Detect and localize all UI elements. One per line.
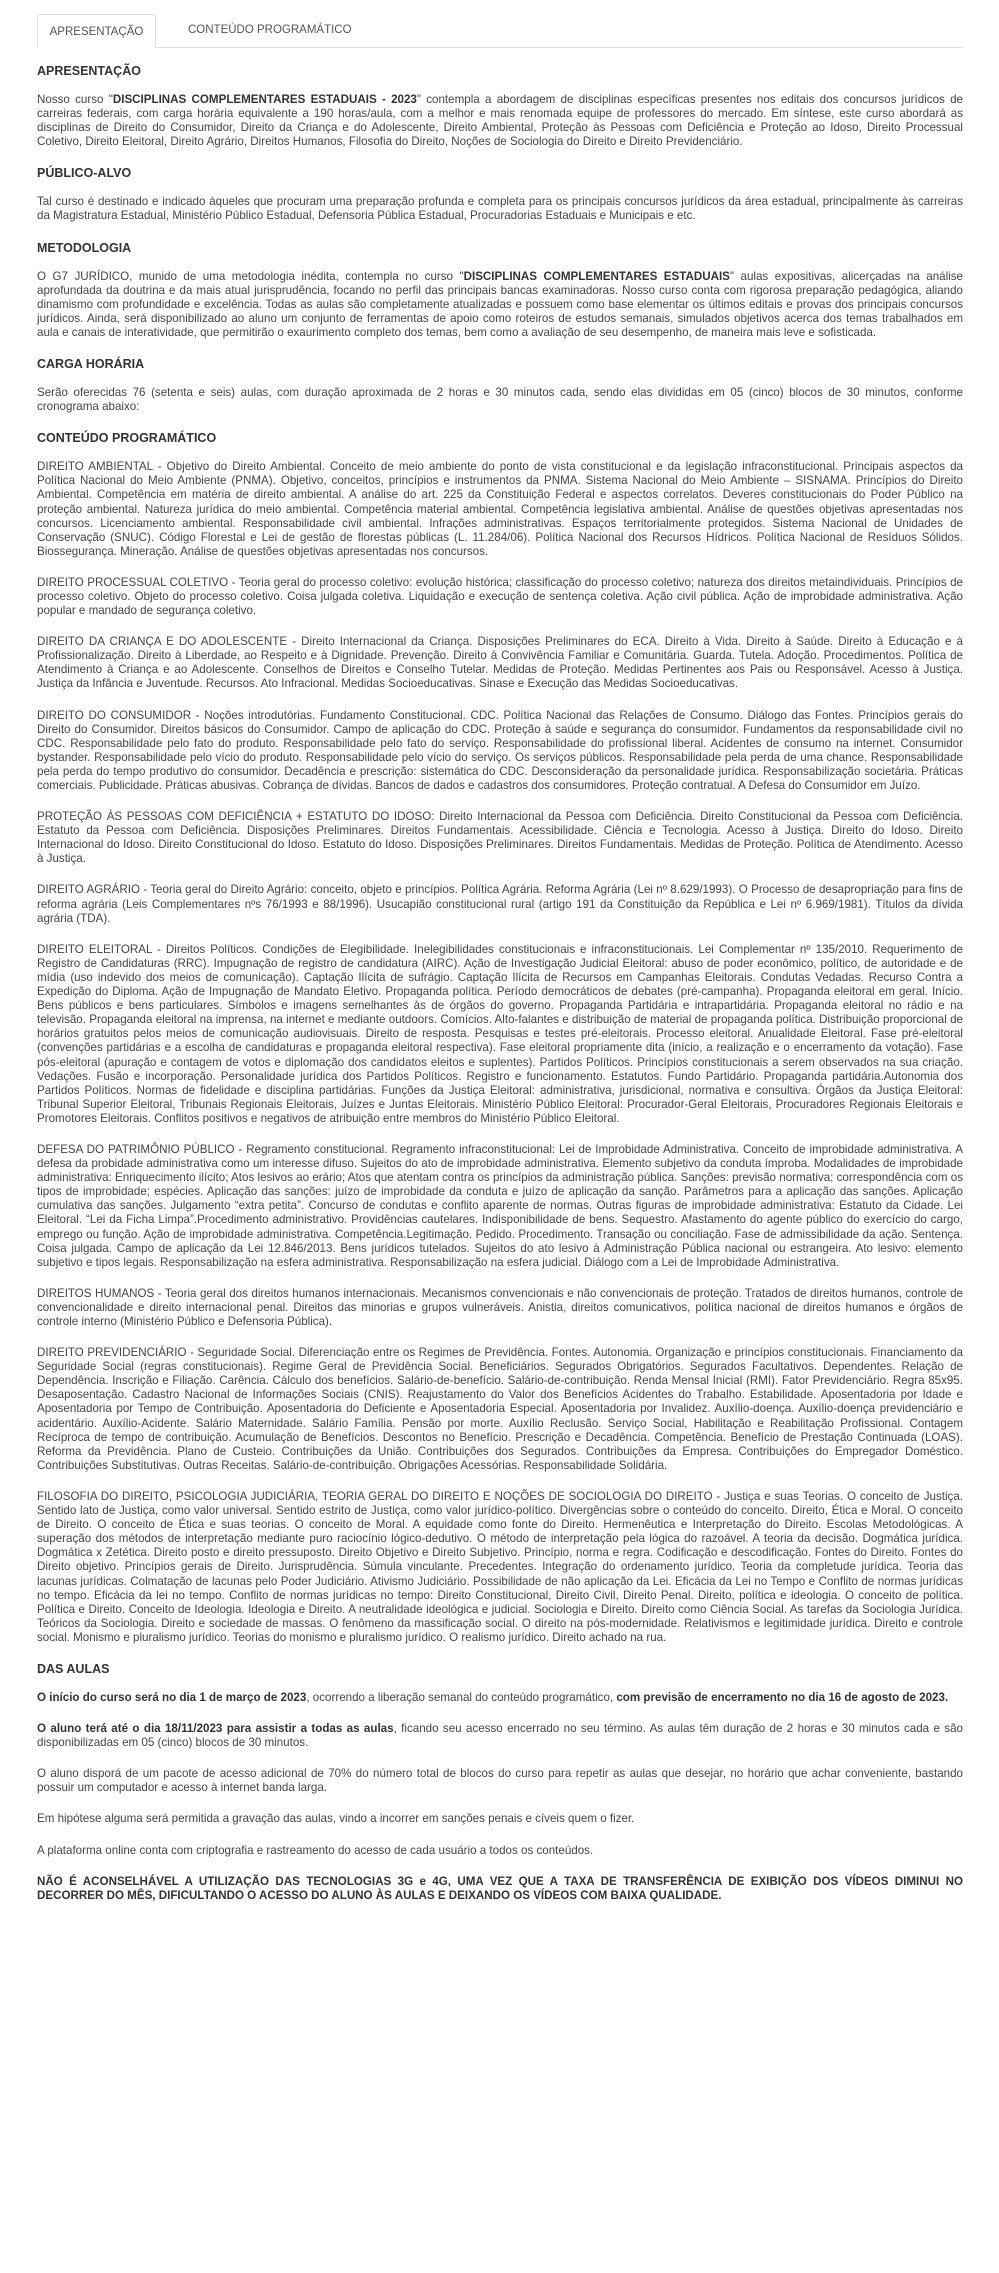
subject-pessoas-deficiencia-idoso: PROTEÇÃO ÀS PESSOAS COM DEFICIÊNCIA + ESTATUTO DO IDOSO: Direito Internacional da Pessoa com Deficiência. Direito Constitucional da Pessoa com Deficiência. Estatuto da Pessoa com Deficiência. Disposições Preliminares. Direitos Fundamentais. Acessibilidade. Ciência e Tecnologia. Acesso à Justiça. Direito do Idoso. Direito Internacional do Idoso. Direito Constitucional do Idoso. Estatuto do Idoso. Disposições Preliminares. Direitos Fundamentais. Medidas de Proteção. Política de Atendimento. Acesso à Justiça. bbox=[37, 810, 963, 866]
heading-apresentacao: APRESENTAÇÃO bbox=[37, 64, 141, 78]
aulas-prazo-paragraph: O aluno terá até o dia 18/11/2023 para assistir a todas as aulas, ficando seu acesso encerrado no seu término. As aulas têm duração de 2 horas e 30 minutos cada e são disponibilizadas em 05 (cinco) blocos de 30 minutos. bbox=[37, 1722, 963, 1750]
tab-content bbox=[37, 64, 963, 1903]
heading-metodologia: METODOLOGIA bbox=[37, 240, 132, 255]
subject-filosofia-do-direito: FILOSOFIA DO DIREITO, PSICOLOGIA JUDICIÁRIA, TEORIA GERAL DO DIREITO E NOÇÕES DE SOCIOLOGIA DO DIREITO - Justiça e suas Teorias. O conceito de Justiça. Sentido lato de Justiça, como valor universal. Sentido estrito de Justiça, como valor jurídico-político. Divergências sobre o conteúdo do conceito. Direito, Ética e Moral. O conceito de Direito. O conceito de Ética e suas teorias. O conceito de Moral. A equidade como fonte do Direito. Hermenêutica e Interpretação do Direito. Escolas Metodológicas. A superação dos métodos de interpretação mediante puro raciocínio lógico-dedutivo. O método de interpretação pela lógica do razoável. A teoria da decisão. Dogmática jurídica. Dogmática x Zetética. Direito posto e direito pressuposto. Direito Objetivo e Direito Subjetivo. Princípio, norma e regra. Codificação e descodificação. Fontes do Direito. Fontes do Direito objetivo. Princípios gerais de Direito. Jurisprudência. Súmula vinculante. Precedentes. Integração do ordenamento jurídico. Teoria da completude jurídica. Teoria das lacunas jurídicas. Colmatação de lacunas pelo Poder Judiciário. Ativismo Judiciário. Possibilidade de não aplicação da Lei. Eficácia da Lei no Tempo e Conflito de normas jurídicas no tempo. Eficácia da lei no tempo. Conflito de normas jurídicas no tempo: Direito Constitucional, Direito Civil, Direito Penal. Direito, política e ideologia. O conceito de política. Política e Direito. Conceito de Ideologia. Ideologia e Direito. A neutralidade ideológica e judicial. Sociologia e Direito. Direito como Ciência Social. As tarefas da Sociologia Jurídica. Teóricos da Sociologia. Direito e sociedade de massas. O fenômeno da massificação social. O direito na pós-modernidade. Relativismos e legitimidade jurídica. Direito e controle social. Monismo e pluralismo jurídico. Teorias do monismo e pluralismo jurídico. O realismo jurídico. Direito achado na rua. bbox=[37, 1489, 963, 1644]
subject-direito-agrario: DIREITO AGRÁRIO - Teoria geral do Direito Agrário: conceito, objeto e princípios. Política Agrária. Reforma Agrária (Lei nº 8.629/1993). O Processo de desapropriação para fins de reforma agrária (Leis Complementares nºs 76/1993 e 88/1996). Usucapião constitucional rural (artigo 191 da Constituição da República e Lei nº 6.969/1981). Títulos da dívida agrária (TDA). bbox=[37, 883, 963, 925]
tab-apresentacao[interactable]: APRESENTAÇÃO bbox=[37, 14, 156, 48]
subject-direito-eleitoral: DIREITO ELEITORAL - Direitos Políticos. Condições de Elegibilidade. Inelegibilidades constitucionais e infraconstitucionais. Lei Complementar nº 135/2010. Requerimento de Registro de Candidaturas (RRC). Impugnação de registro de candidatura (AIRC). Ação de Investigação Judicial Eleitoral: abuso de poder econômico, político, de autoridade e de mídia (uso indevido dos meios de comunicação). Captação Ilícita de sufrágio. Captação Ilícita de Recursos em Campanhas Eleitorais. Condutas Vedadas. Recurso Contra a Expedição do Diploma. Ação de Impugnação de Mandato Eletivo. Propaganda política. Período democráticos de debates (pré-campanha). Propaganda eleitoral em geral. Início. Bens públicos e bens particulares. Símbolos e imagens semelhantes às de órgãos do governo. Propaganda Partidária e intrapartidária. Propaganda eleitoral no rádio e na televisão. Propaganda eleitoral na imprensa, na internet e mediante outdoors. Comícios. Alto-falantes e distribuição de material de propaganda política. Distribuição proporcional de horários gratuitos pelos meios de comunicação audiovisuais. Direito de resposta. Pesquisas e testes pré-eleitorais. Processo eleitoral. Anualidade Eleitoral. Fase pré-eleitoral (convenções partidárias e a escolha de candidaturas e propaganda eleitoral respectiva). Fase eleitoral propriamente dita (início, a realização e o encerramento da votação). Fase pós-eleitoral (apuração e contagem de votos e diplomação dos candidatos eleitos e suplentes). Partidos Políticos. Princípios constitucionais a serem observados na sua criação. Vedações. Fusão e incorporação. Personalidade jurídica dos Partidos Políticos. Registro e funcionamento. Estatutos. Fundo Partidário. Propaganda partidária.Autonomia dos Partidos Políticos. Normas de fidelidade e disciplina partidárias. Funções da Justiça Eleitoral: administrativa, jurisdicional, normativa e consultiva. Órgãos da Justiça Eleitoral: Tribunal Superior Eleitoral, Tribunais Regionais Eleitorais, Juízes e Juntas Eleitorais. Ministério Público Eleitoral: Procurador-Geral Eleitorais, Procuradores Regionais Eleitorais e Promotores Eleitorais. Conflitos positivos e negativos de atribuição entre membros do Ministério Público Eleitoral. bbox=[37, 942, 963, 1125]
subject-defesa-patrimonio-publico: DEFESA DO PATRIMÔNIO PÚBLICO - Regramento constitucional. Regramento infraconstitucional: Lei de Improbidade Administrativa. Conceito de improbidade administrativa. A defesa da probidade administrativa como um interesse difuso. Sujeitos do ato de improbidade administrativa. Elemento subjetivo da conduta ímproba. Modalidades de improbidade administrativa: Enriquecimento ilícito; Atos lesivos ao erário; Atos que atentam contra os princípios da administração pública. Sanções: previsão normativa; correspondência com os tipos de improbidade; espécies. Aplicação das sanções: juízo de improbidade da conduta e juízo de aplicação da sanção. Parâmetros para a aplicação das sanções. Aplicação cumulativa das sanções. Julgamento “extra petita”. Concurso de condutas e conflito aparente de normas. Outras figuras de improbidade administrativa: Estatuto da Cidade. Lei Eleitoral. “Lei da Ficha Limpa”.Procedimento administrativo. Providências cautelares. Indisponibilidade de bens. Sequestro. Afastamento do agente público do exercício do cargo, emprego ou função. Ação de improbidade administrativa. Competência.Legitimação. Pedido. Procedimento. Transação ou conciliação. Fase de admissibilidade da ação. Sentença. Coisa julgada. Campo de aplicação da Lei 12.846/2013. Bens jurídicos tutelados. Sujeitos do ato lesivo à Administração Pública nacional ou estrangeira. Ato lesivo: elemento subjetivo e tipos legais. Responsabilização na esfera administrativa. Responsabilização na esfera judicial. Diálogo com a Lei de Improbidade Administrativa. bbox=[37, 1142, 963, 1269]
subject-direito-previdenciario: DIREITO PREVIDENCIÁRIO - Seguridade Social. Diferenciação entre os Regimes de Previdência. Fontes. Autonomia. Organização e princípios constitucionais. Financiamento da Seguridade Social (regras constitucionais). Regime Geral de Previdência Social. Beneficiários. Segurados Obrigatórios. Segurados Facultativos. Dependentes. Relação de Dependência. Inscrição e Filiação. Carência. Cálculo dos benefícios. Salário-de-benefício. Salário-de-contribuição. Renda Mensal Inicial (RMI). Fator Previdenciário. Regra 85x95. Desaposentação. Cadastro Nacional de Informações Sociais (CNIS). Reajustamento do Valor dos Benefícios Acidentes do Trabalho. Estabilidade. Aposentadoria por Idade e Aposentadoria por Tempo de Contribuição. Aposentadoria do Deficiente e Aposentadoria Especial. Aposentadoria por Invalidez. Auxílio-doença. Auxílio-doença previdenciário e acidentário. Auxílio-Acidente. Salário Maternidade. Salário Família. Pensão por morte. Auxílio Reclusão. Serviço Social, Habilitação e Reabilitação Profissional. Contagem Recíproca de tempo de contribuição. Acumulação de Benefícios. Descontos no Benefício. Prescrição e Decadência. Competência. Benefício de Prestação Continuada (LOAS). Reforma da Previdência. Plano de Custeio. Contribuições da União. Contribuições dos Segurados. Contribuições da Empresa. Contribuições do Empregador Doméstico. Contribuições Substitutivas. Outras Receitas. Salário-de-contribuição. Obrigações Acessórias. Responsabilidade Solidária. bbox=[37, 1346, 963, 1472]
apresentacao-paragraph: Nosso curso "DISCIPLINAS COMPLEMENTARES ESTADUAIS - 2023" contempla a abordagem de disciplinas específicas presentes nos editais dos concursos jurídicos de carreiras federais, com carga horária equivalente a 190 horas/aula, com a melhor e mais renomada equipe de professores do mercado. Em síntese, este curso abordará as disciplinas de Direito do Consumidor, Direito da Criança e do Adolescente, Direito Ambiental, Proteção às Pessoas com Deficiência e Proteção ao Idoso, Direito Processual Coletivo, Direito Eleitoral, Direito Agrário, Direitos Humanos, Filosofia do Direito, Noções de Sociologia do Direito e Direito Previdenciário. bbox=[37, 93, 963, 149]
tab-conteudo-programatico[interactable]: CONTEÚDO PROGRAMÁTICO bbox=[188, 24, 352, 36]
publico-alvo-paragraph: Tal curso é destinado e indicado àqueles que procuram uma preparação profunda e completa para os principais concursos jurídicos da área estadual, principalmente às carreiras da Magistratura Estadual, Ministério Público Estadual, Defensoria Pública Estadual, Procuradorias Estaduais e Municipais e etc. bbox=[37, 195, 963, 223]
subject-direito-crianca-adolescente: DIREITO DA CRIANÇA E DO ADOLESCENTE - Direito Internacional da Criança. Disposições Preliminares do ECA. Direito à Vida. Direito à Saúde. Direito à Educação e à Profissionalização. Direito à Liberdade, ao Respeito e à Dignidade. Prevenção. Direito à Convivência Familiar e Comunitária. Guarda. Tutela. Adoção. Procedimentos. Política de Atendimento à Criança e ao Adolescente. Conselhos de Direitos e Conselho Tutelar. Medidas de Proteção. Medidas Pertinentes aos Pais ou Responsável. Acesso à Justiça. Justiça da Infância e Juventude. Recursos. Ato Infracional. Medidas Socioeducativas. Sinase e Execução das Medidas Socioeducativas. bbox=[37, 635, 963, 691]
metodologia-paragraph: O G7 JURÍDICO, munido de uma metodologia inédita, contempla no curso "DISCIPLINAS COMPLEMENTARES ESTADUAIS" aulas expositivas, alicerçadas na análise aprofundada da doutrina e da mais atual jurisprudência, focando no perfil das principais bancas examinadoras. Nosso curso conta com rigorosa preparação pedagógica, aliando dinamismo com profundidade e excelência. Todas as aulas são completamente atualizadas e possuem como base elementar os últimos editais e provas dos principais concursos jurídicos. Ainda, será disponibilizado ao aluno um conjunto de ferramentas de apoio como roteiros de estudos semanais, simulados objetivos acerca dos temas trabalhados em aula e canais de interatividade, que permitirão o exaurimento completo dos temas, bem como a avaliação de seu desempenho, de maneira mais leve e sofisticada. bbox=[37, 269, 963, 339]
subject-direito-ambiental: DIREITO AMBIENTAL - Objetivo do Direito Ambiental. Conceito de meio ambiente do ponto de vista constitucional e da legislação infraconstitucional. Principais aspectos da Política Nacional do Meio Ambiente (PNMA). Objetivo, conceitos, princípios e instrumentos da PNMA. Sistema Nacional do Meio Ambiente – SISNAMA. Princípios do Direito Ambiental. Competência em matéria de direito ambiental. A análise do art. 225 da Constituição Federal e aspectos correlatos. Deveres constitucionais do Poder Público na proteção ambiental. Natureza jurídica do meio ambiental. Competência material ambiental. Competência legislativa ambiental. Análise de questões objetivas apresentadas nos concursos. Licenciamento ambiental. Responsabilidade civil ambiental. Infrações administrativas. Espaços territorialmente protegidos. Sistema Nacional de Unidades de Conservação (SNUC). Código Florestal e Lei de gestão de florestas públicas (L. 11.284/06). Política Nacional dos Recursos Hídricos. Política Nacional de Resíduos Sólidos. Biossegurança. Mineração. Análise de questões objetivas apresentadas nos concursos. bbox=[37, 460, 963, 558]
heading-das-aulas: DAS AULAS bbox=[37, 1661, 110, 1676]
heading-conteudo-programatico: CONTEÚDO PROGRAMÁTICO bbox=[37, 431, 217, 446]
subject-direito-processual-coletivo: DIREITO PROCESSUAL COLETIVO - Teoria geral do processo coletivo: evolução histórica; classificação do processo coletivo; natureza dos direitos metaindividuais. Princípios de processo coletivo. Objeto do processo coletivo. Coisa julgada coletiva. Liquidação e execução de sentença coletiva. Ação civil pública. Ação de improbidade administrativa. Ação popular e mandado de segurança coletivo. bbox=[37, 575, 963, 618]
aulas-aviso-paragraph: NÃO É ACONSELHÁVEL A UTILIZAÇÃO DAS TECNOLOGIAS 3G e 4G, UMA VEZ QUE A TAXA DE TRANSFERÊNCIA DE EXIBIÇÃO DOS VÍDEOS DIMINUI NO DECORRER DO MÊS, DIFICULTANDO O ACESSO DO ALUNO ÀS AULAS E DEIXANDO OS VÍDEOS COM BAIXA QUALIDADE. bbox=[37, 1874, 963, 1902]
heading-publico-alvo: PÚBLICO-ALVO bbox=[37, 166, 132, 181]
aulas-gravacao-paragraph: Em hipótese alguma será permitida a gravação das aulas, vindo a incorrer em sanções penais e cíveis quem o fizer. bbox=[37, 1812, 635, 1826]
subject-direito-consumidor: DIREITO DO CONSUMIDOR - Noções introdutórias. Fundamento Constitucional. CDC. Política Nacional das Relações de Consumo. Diálogo das Fontes. Princípios gerais do Direito do Consumidor. Direitos básicos do Consumidor. Campo de aplicação do CDC. Proteção à saúde e segurança do consumidor. Fundamentos da responsabilidade civil no CDC. Responsabilidade pelo fato do produto. Responsabilidade pelo fato do serviço. Responsabilidade do profissional liberal. Acidentes de consumo na internet. Consumidor bystander. Responsabilidade pelo vício do produto. Responsabilidade pelo vício do serviço. Os serviços públicos. Responsabilidade pela perda de uma chance. Responsabilidade pela perda do tempo produtivo do consumidor. Decadência e prescrição: sistemática do CDC. Desconsideração da personalidade jurídica. Responsabilização societária. Práticas comerciais. Publicidade. Práticas abusivas. Cobrança de dívidas. Bancos de dados e cadastros dos consumidores. Proteção contratual. A Defesa do Consumidor em Juízo. bbox=[37, 708, 963, 792]
aulas-inicio-paragraph: O início do curso será no dia 1 de março de 2023, ocorrendo a liberação semanal do conteúdo programático, com previsão de encerramento no dia 16 de agosto de 2023. bbox=[37, 1690, 949, 1704]
subject-direitos-humanos: DIREITOS HUMANOS - Teoria geral dos direitos humanos internacionais. Mecanismos convencionais e não convencionais de proteção. Tratados de direitos humanos, controle de convencionalidade e direito internacional penal. Direitos das minorias e grupos vulneráveis. Anistia, direitos comunicativos, política nacional de direitos humanos e órgãos de controle interno (Ministério Público e Defensoria Pública). bbox=[37, 1286, 963, 1328]
aulas-pacote-paragraph: O aluno disporá de um pacote de acesso adicional de 70% do número total de blocos do curso para repetir as aulas que desejar, no horário que achar conveniente, bastando possuir um computador e acesso à internet banda larga. bbox=[37, 1767, 963, 1795]
carga-horaria-paragraph: Serão oferecidas 76 (setenta e seis) aulas, com duração aproximada de 2 horas e 30 minutos cada, sendo elas divididas em 05 (cinco) blocos de 30 minutos, conforme cronograma abaixo: bbox=[37, 386, 963, 414]
heading-carga-horaria: CARGA HORÁRIA bbox=[37, 357, 145, 372]
aulas-plataforma-paragraph: A plataforma online conta com criptografia e rastreamento do acesso de cada usuário a todos os conteúdos. bbox=[37, 1843, 594, 1857]
tab-bar bbox=[37, 14, 963, 48]
